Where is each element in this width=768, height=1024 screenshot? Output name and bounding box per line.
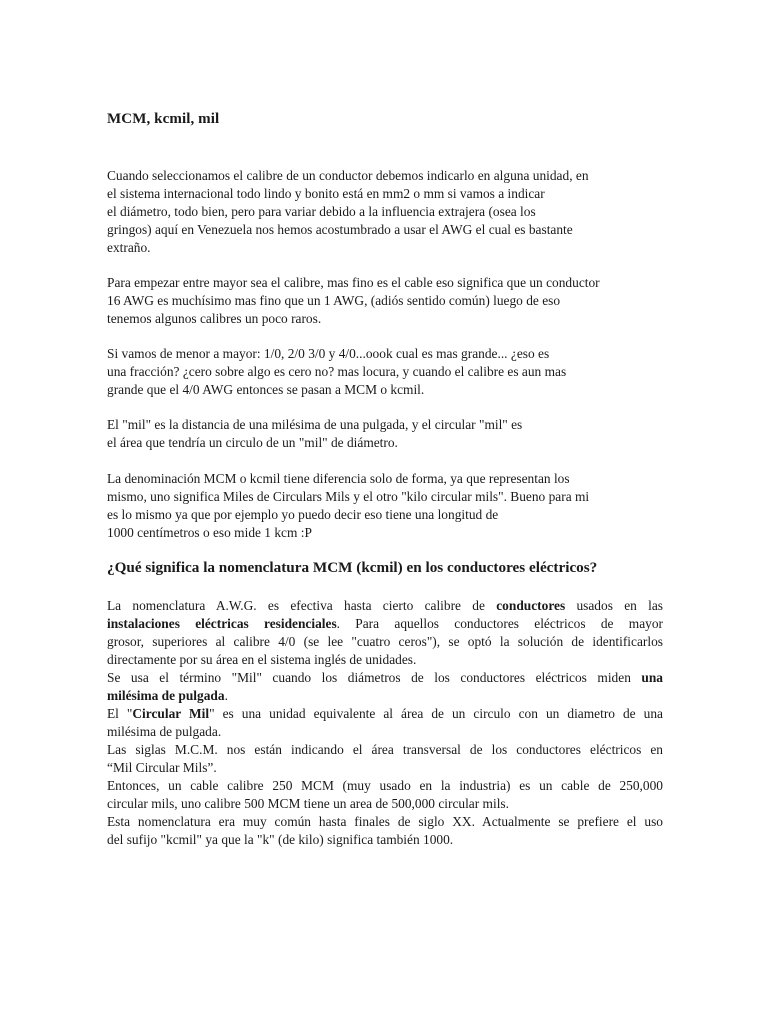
text-line	[107, 705, 663, 723]
text-line	[107, 669, 663, 687]
text-run: usados en las	[565, 598, 664, 613]
bold-text: una	[641, 670, 663, 685]
text-line: Las siglas M.C.M. nos están indicando el área transversal de los conductores eléctricos en	[107, 742, 663, 757]
text-line: Entonces, un cable calibre 250 MCM (muy usado en la industria) es un cable de 250,000	[107, 778, 663, 793]
text-line: el diámetro, todo bien, pero para variar debido a la influencia extrajera (osea los	[107, 204, 536, 219]
text-line	[107, 687, 663, 705]
text-line: grande que el 4/0 AWG entonces se pasan a MCM o kcmil.	[107, 382, 425, 397]
text-line: Para empezar entre mayor sea el calibre, mas fino es el cable eso significa que un conductor	[107, 275, 600, 290]
text-line: tenemos algunos calibres un poco raros.	[107, 311, 322, 326]
bold-text: instalaciones eléctricas residenciales	[107, 616, 337, 631]
text-line: mismo, uno significa Miles de Circulars Mils y el otro "kilo circular mils". Bueno para mi	[107, 489, 590, 504]
text-run: .	[224, 688, 228, 703]
text-line: El "mil" es la distancia de una milésima de una pulgada, y el circular "mil" es	[107, 417, 523, 432]
text-line: Si vamos de menor a mayor: 1/0, 2/0 3/0 y 4/0...oook cual es mas grande... ¿eso es	[107, 346, 550, 361]
bold-text: conductores	[496, 598, 566, 613]
section-heading: ¿Qué significa la nomenclatura MCM (kcmil) en los conductores eléctricos?	[107, 559, 598, 576]
document-title: MCM, kcmil, mil	[107, 111, 220, 127]
text-line: “Mil Circular Mils”.	[107, 760, 217, 775]
text-run: Se usa el término "Mil" cuando los diámetros de los conductores eléctricos miden	[107, 670, 642, 685]
paragraph-denominacion	[107, 470, 663, 542]
text-run: El "	[107, 706, 133, 721]
text-line: 16 AWG es muchísimo mas fino que un 1 AWG, (adiós sentido común) luego de eso	[107, 293, 561, 308]
paragraph-fractions	[107, 345, 663, 399]
text-line: gringos) aquí en Venezuela nos hemos acostumbrado a usar el AWG el cual es bastante	[107, 222, 573, 237]
text-line: Esta nomenclatura era muy común hasta finales de siglo XX. Actualmente se prefiere el uso	[107, 814, 663, 829]
paragraph-calibre	[107, 274, 663, 328]
text-line: el sistema internacional todo lindo y bonito está en mm2 o mm si vamos a indicar	[107, 186, 545, 201]
text-run: " es una unidad equivalente al área de un circulo con un diametro de una	[209, 706, 663, 721]
text-line: 1000 centímetros o eso mide 1 kcm :P	[107, 525, 312, 540]
text-line: es lo mismo ya que por ejemplo yo puedo decir eso tiene una longitud de	[107, 507, 499, 522]
text-run: La nomenclatura A.W.G. es efectiva hasta cierto calibre de	[107, 598, 497, 613]
text-line: del sufijo "kcmil" ya que la "k" (de kilo) significa también 1000.	[107, 832, 454, 847]
section-body	[107, 597, 663, 849]
bold-text: milésima de pulgada	[107, 688, 225, 703]
bold-text: Circular Mil	[132, 706, 210, 721]
text-line: La denominación MCM o kcmil tiene diferencia solo de forma, ya que representan los	[107, 471, 570, 486]
text-line: Cuando seleccionamos el calibre de un conductor debemos indicarlo en alguna unidad, en	[107, 168, 589, 183]
text-run: . Para aquellos conductores eléctricos de mayor	[336, 616, 663, 631]
text-line: extraño.	[107, 240, 151, 255]
paragraph-intro	[107, 167, 663, 257]
text-line: circular mils, uno calibre 500 MCM tiene un area de 500,000 circular mils.	[107, 796, 509, 811]
text-line: el área que tendría un circulo de un "mil" de diámetro.	[107, 435, 398, 450]
text-line: una fracción? ¿cero sobre algo es cero no? mas locura, y cuando el calibre es aun mas	[107, 364, 567, 379]
text-line	[107, 597, 663, 615]
text-line: milésima de pulgada.	[107, 724, 222, 739]
text-line: directamente por su área en el sistema inglés de unidades.	[107, 652, 417, 667]
paragraph-mil	[107, 416, 663, 452]
text-line	[107, 615, 663, 633]
text-line: grosor, superiores al calibre 4/0 (se lee "cuatro ceros"), se optó la solución de identificarlos	[107, 634, 663, 649]
